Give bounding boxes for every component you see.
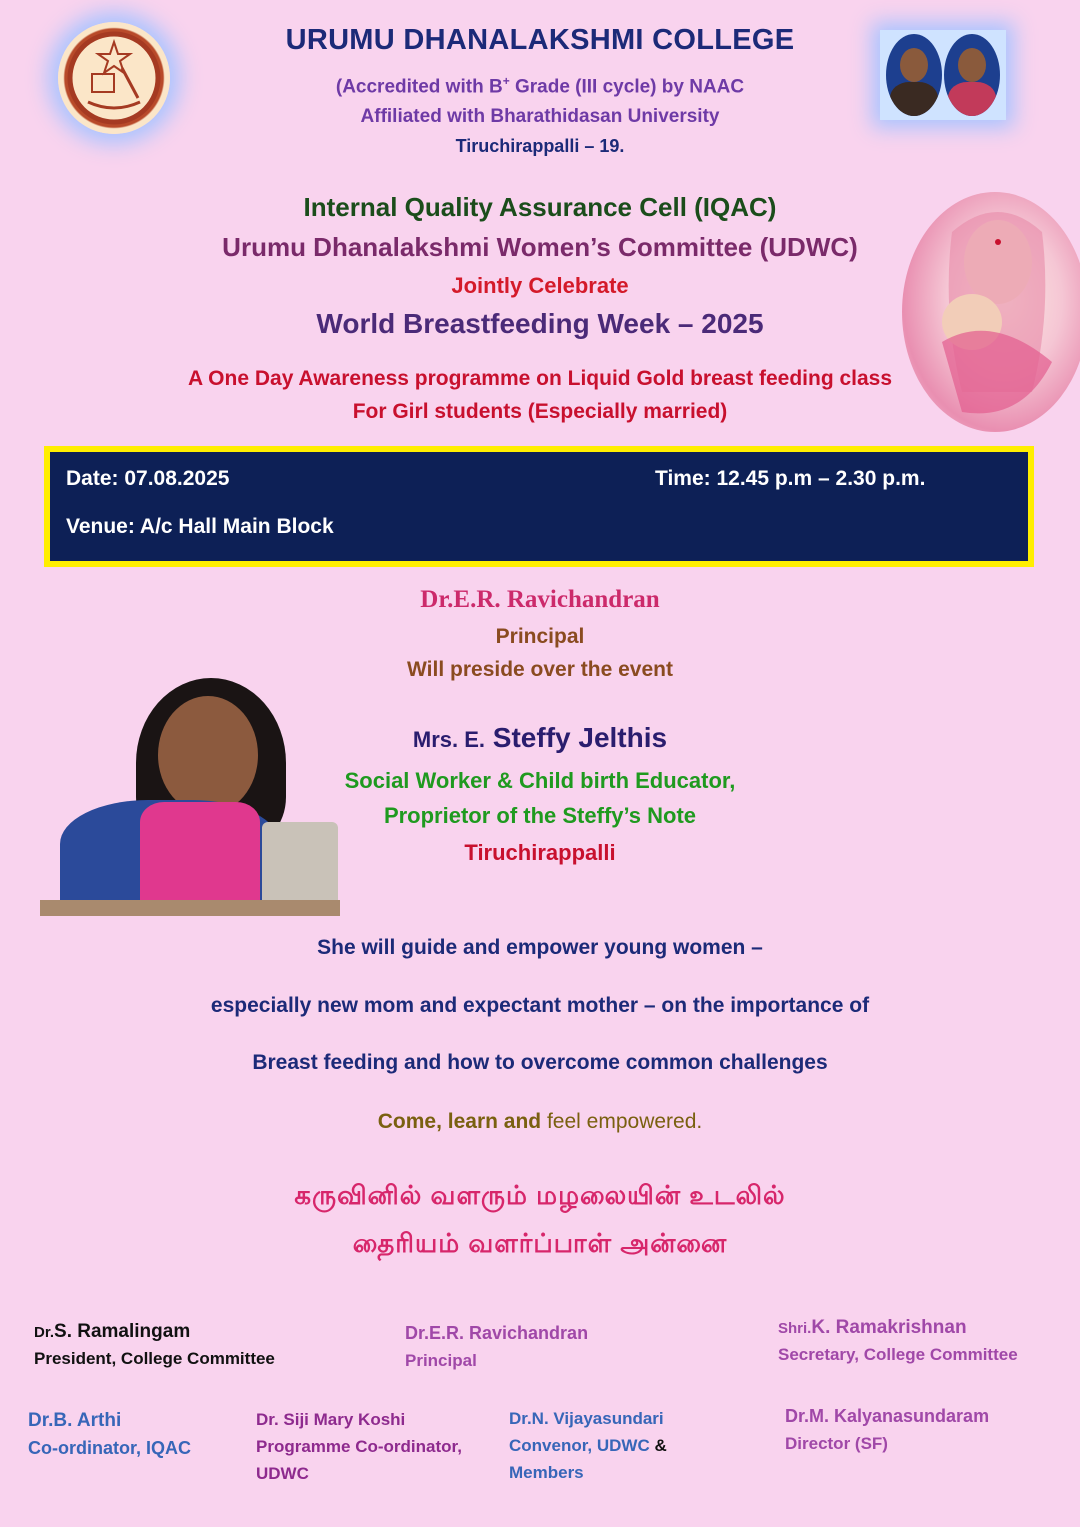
accreditation-text: (Accredited with B (335, 76, 503, 98)
presider-role: Principal (495, 625, 585, 648)
signatory-role: Director (SF) (785, 1434, 888, 1453)
signatory-role: Co-ordinator, IQAC (28, 1438, 191, 1458)
come-learn-bold: Come, learn and (377, 1110, 542, 1133)
signatory-name: Dr.M. Kalyanasundaram (785, 1406, 990, 1426)
tamil-quote-line-1: கருவினில் வளரும் மழலையின் உடலில் (294, 1180, 786, 1210)
college-name: URUMU DHANALAKSHMI COLLEGE (285, 24, 795, 56)
speaker-name: Steffy Jelthis (485, 722, 668, 753)
college-city: Tiruchirappalli – 19. (455, 136, 625, 156)
event-venue: Venue: A/c Hall Main Block (66, 515, 334, 538)
accreditation-line (0, 74, 1080, 98)
signatory-role: Secretary, College Committee (778, 1345, 1018, 1364)
affiliation-line: Affiliated with Bharathidasan University (360, 106, 720, 127)
event-details-box (44, 446, 1034, 567)
speaker-role-1: Social Worker & Child birth Educator, (344, 768, 736, 793)
signatory-role: President, College Committee (34, 1349, 275, 1368)
signatory-role: Principal (405, 1351, 477, 1370)
programme-line-1: A One Day Awareness programme on Liquid Gold breast feeding class (187, 367, 893, 390)
guide-line-3: Breast feeding and how to overcome common challenges (252, 1051, 828, 1074)
signatory-programme-coordinator (256, 1410, 462, 1484)
event-title: World Breastfeeding Week – 2025 (316, 308, 764, 339)
organizer-iqac: Internal Quality Assurance Cell (IQAC) (303, 192, 777, 222)
come-learn-line (0, 1110, 1080, 1134)
speaker-photo (40, 672, 340, 916)
signatory-prefix: Shri. (778, 1320, 812, 1337)
signatory-ampersand: & (649, 1436, 667, 1455)
event-date: Date: 07.08.2025 (66, 467, 230, 490)
signatory-name: K. Ramakrishnan (811, 1317, 967, 1338)
signatory-principal (405, 1323, 588, 1371)
speaker-role-2: Proprietor of the Steffy’s Note (383, 803, 697, 828)
signatory-president (34, 1321, 275, 1369)
speaker-name-line (0, 722, 1080, 754)
guide-line-2: especially new mom and expectant mother – on the importance of (210, 994, 870, 1017)
signatory-udwc-convenor (509, 1409, 667, 1483)
signatory-name: Dr.N. Vijayasundari (509, 1409, 664, 1428)
signatory-role: Convenor, UDWC (509, 1436, 650, 1455)
presider-note: Will preside over the event (407, 658, 673, 681)
signatory-name: Dr.B. Arthi (28, 1410, 122, 1431)
accreditation-grade-sup: + (502, 74, 510, 88)
programme-line-2: For Girl students (Especially married) (352, 400, 728, 423)
signatory-director (785, 1406, 989, 1454)
signatory-role: Programme Co-ordinator, (256, 1437, 462, 1456)
speaker-prefix: Mrs. E. (412, 727, 486, 752)
signatory-name: Dr. Siji Mary Koshi (256, 1410, 406, 1429)
jointly-celebrate: Jointly Celebrate (451, 273, 629, 298)
accreditation-text-rest: Grade (III cycle) by NAAC (509, 76, 745, 98)
guide-line-1: She will guide and empower young women – (317, 936, 763, 959)
speaker-place: Tiruchirappalli (464, 840, 616, 865)
signatory-secretary (778, 1317, 1018, 1365)
presider-name: Dr.E.R. Ravichandran (420, 586, 660, 613)
signatory-iqac-coordinator (28, 1410, 191, 1459)
come-learn-light: feel empowered. (541, 1110, 703, 1133)
signatory-prefix: Dr. (34, 1324, 55, 1341)
signatory-name: Dr.E.R. Ravichandran (405, 1323, 589, 1343)
event-time: Time: 12.45 p.m – 2.30 p.m. (655, 467, 926, 490)
signatory-role-2: UDWC (256, 1464, 309, 1483)
signatory-name: S. Ramalingam (54, 1321, 191, 1342)
tamil-quote-line-2: தைரியம் வளர்ப்பாள் அன்னை (352, 1228, 728, 1258)
organizer-udwc: Urumu Dhanalakshmi Women’s Committee (UDWC) (222, 232, 858, 262)
signatory-role-2: Members (509, 1463, 584, 1482)
